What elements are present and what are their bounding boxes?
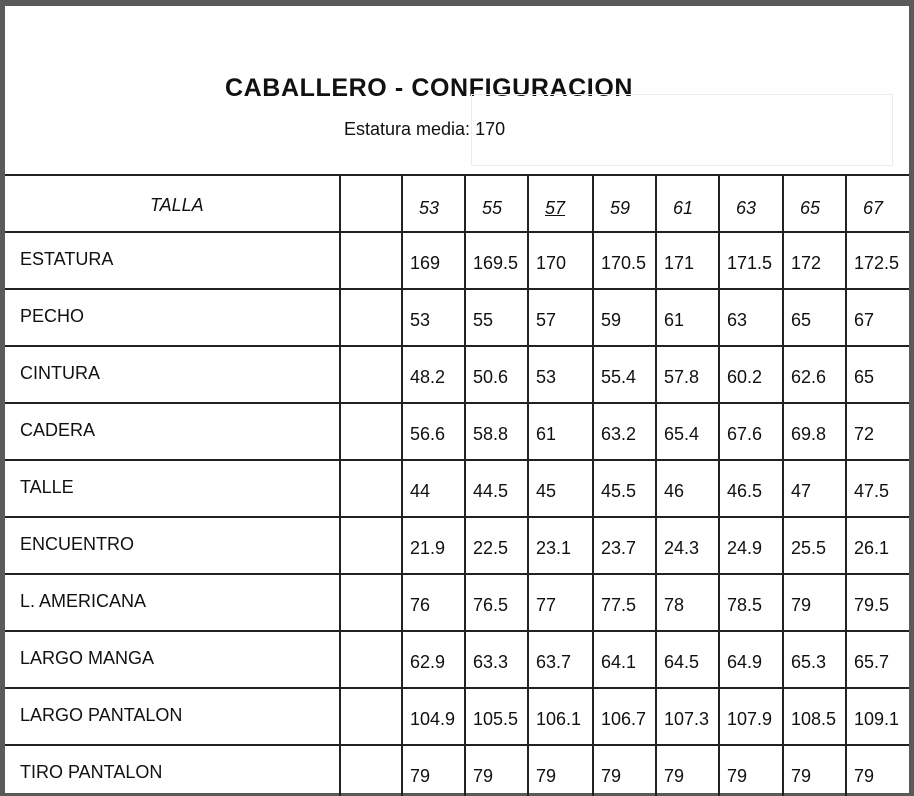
table-cell: 65.7 [854, 652, 890, 672]
table-cell: 79 [727, 766, 748, 786]
row-label: L. AMERICANA [20, 591, 147, 611]
table-cell: 59 [601, 310, 622, 330]
table-cell: 26.1 [854, 538, 890, 558]
size-header-65: 65 [800, 198, 821, 218]
table-cell: 55.4 [601, 367, 637, 387]
table-cell: 64.1 [601, 652, 637, 672]
table-cell: 62.9 [410, 652, 446, 672]
table-cell: 24.3 [664, 538, 700, 558]
column-rule [592, 174, 594, 796]
table-cell: 56.6 [410, 424, 446, 444]
table-cell: 47 [791, 481, 812, 501]
table-cell: 47.5 [854, 481, 890, 501]
table-cell: 79 [854, 766, 875, 786]
size-table [5, 174, 909, 796]
table-cell: 106.1 [536, 709, 582, 729]
row-label: LARGO PANTALON [20, 705, 183, 725]
table-cell: 172.5 [854, 253, 900, 273]
table-cell: 45.5 [601, 481, 637, 501]
row-rule [5, 174, 909, 176]
table-cell: 76.5 [473, 595, 509, 615]
size-header-53: 53 [419, 198, 440, 218]
column-rule [718, 174, 720, 796]
column-rule [655, 174, 657, 796]
row-rule [5, 459, 909, 461]
table-cell: 62.6 [791, 367, 827, 387]
table-cell: 79 [410, 766, 431, 786]
table-cell: 48.2 [410, 367, 446, 387]
table-cell: 79 [601, 766, 622, 786]
table-cell: 67.6 [727, 424, 763, 444]
table-cell: 76 [410, 595, 431, 615]
table-cell: 104.9 [410, 709, 456, 729]
table-cell: 170 [536, 253, 567, 273]
table-cell: 107.3 [664, 709, 710, 729]
row-rule [5, 231, 909, 233]
table-cell: 78.5 [727, 595, 763, 615]
table-cell: 170.5 [601, 253, 647, 273]
table-cell: 172 [791, 253, 822, 273]
table-cell: 57.8 [664, 367, 700, 387]
row-rule [5, 402, 909, 404]
table-cell: 65.3 [791, 652, 827, 672]
column-rule [401, 174, 403, 796]
row-label: TIRO PANTALON [20, 762, 163, 782]
row-label: ESTATURA [20, 249, 114, 269]
table-cell: 61 [664, 310, 685, 330]
row-rule [5, 516, 909, 518]
table-cell: 79 [664, 766, 685, 786]
table-cell: 65 [791, 310, 812, 330]
table-cell: 79 [473, 766, 494, 786]
table-cell: 67 [854, 310, 875, 330]
table-cell: 60.2 [727, 367, 763, 387]
column-rule [845, 174, 847, 796]
row-label: TALLE [20, 477, 74, 497]
table-cell: 53 [536, 367, 557, 387]
table-cell: 63.2 [601, 424, 637, 444]
table-cell: 63.3 [473, 652, 509, 672]
row-rule [5, 744, 909, 746]
page-title: CABALLERO - CONFIGURACION [225, 74, 634, 102]
table-cell: 45 [536, 481, 557, 501]
table-cell: 77 [536, 595, 557, 615]
table-cell: 50.6 [473, 367, 509, 387]
table-cell: 44.5 [473, 481, 509, 501]
table-cell: 25.5 [791, 538, 827, 558]
table-cell: 55 [473, 310, 494, 330]
table-cell: 72 [854, 424, 875, 444]
size-header-55: 55 [482, 198, 503, 218]
size-header-label: TALLA [150, 195, 204, 215]
table-cell: 79 [791, 595, 812, 615]
table-cell: 64.9 [727, 652, 763, 672]
table-cell: 77.5 [601, 595, 637, 615]
size-header-59: 59 [610, 198, 631, 218]
table-cell: 23.1 [536, 538, 572, 558]
table-cell: 79 [536, 766, 557, 786]
table-cell: 105.5 [473, 709, 519, 729]
table-cell: 65.4 [664, 424, 700, 444]
table-cell: 61 [536, 424, 557, 444]
table-cell: 44 [410, 481, 431, 501]
table-cell: 23.7 [601, 538, 637, 558]
column-rule [527, 174, 529, 796]
row-rule [5, 687, 909, 689]
table-cell: 63.7 [536, 652, 572, 672]
table-cell: 57 [536, 310, 557, 330]
table-cell: 171.5 [727, 253, 773, 273]
size-header-67: 67 [863, 198, 884, 218]
table-cell: 21.9 [410, 538, 446, 558]
table-cell: 169 [410, 253, 441, 273]
table-cell: 22.5 [473, 538, 509, 558]
row-label: ENCUENTRO [20, 534, 135, 554]
table-cell: 171 [664, 253, 695, 273]
column-rule [339, 174, 341, 796]
column-rule [464, 174, 466, 796]
row-label: PECHO [20, 306, 85, 326]
row-label: CINTURA [20, 363, 100, 383]
faint-box [471, 94, 893, 166]
table-cell: 46.5 [727, 481, 763, 501]
row-rule [5, 345, 909, 347]
column-rule [782, 174, 784, 796]
table-cell: 79.5 [854, 595, 890, 615]
size-header-63: 63 [736, 198, 757, 218]
table-cell: 108.5 [791, 709, 837, 729]
row-rule [5, 630, 909, 632]
row-rule [5, 573, 909, 575]
table-cell: 169.5 [473, 253, 519, 273]
row-label: LARGO MANGA [20, 648, 155, 668]
table-cell: 107.9 [727, 709, 773, 729]
average-height-subtitle: Estatura media: 170 [344, 119, 506, 139]
table-cell: 58.8 [473, 424, 509, 444]
table-cell: 63 [727, 310, 748, 330]
table-cell: 65 [854, 367, 875, 387]
table-cell: 106.7 [601, 709, 647, 729]
table-cell: 46 [664, 481, 685, 501]
row-rule [5, 288, 909, 290]
table-cell: 79 [791, 766, 812, 786]
table-cell: 69.8 [791, 424, 827, 444]
table-cell: 64.5 [664, 652, 700, 672]
table-cell: 109.1 [854, 709, 900, 729]
table-cell: 24.9 [727, 538, 763, 558]
size-header-61: 61 [673, 198, 694, 218]
size-header-57: 57 [545, 198, 566, 218]
table-cell: 53 [410, 310, 431, 330]
table-cell: 78 [664, 595, 685, 615]
row-label: CADERA [20, 420, 96, 440]
